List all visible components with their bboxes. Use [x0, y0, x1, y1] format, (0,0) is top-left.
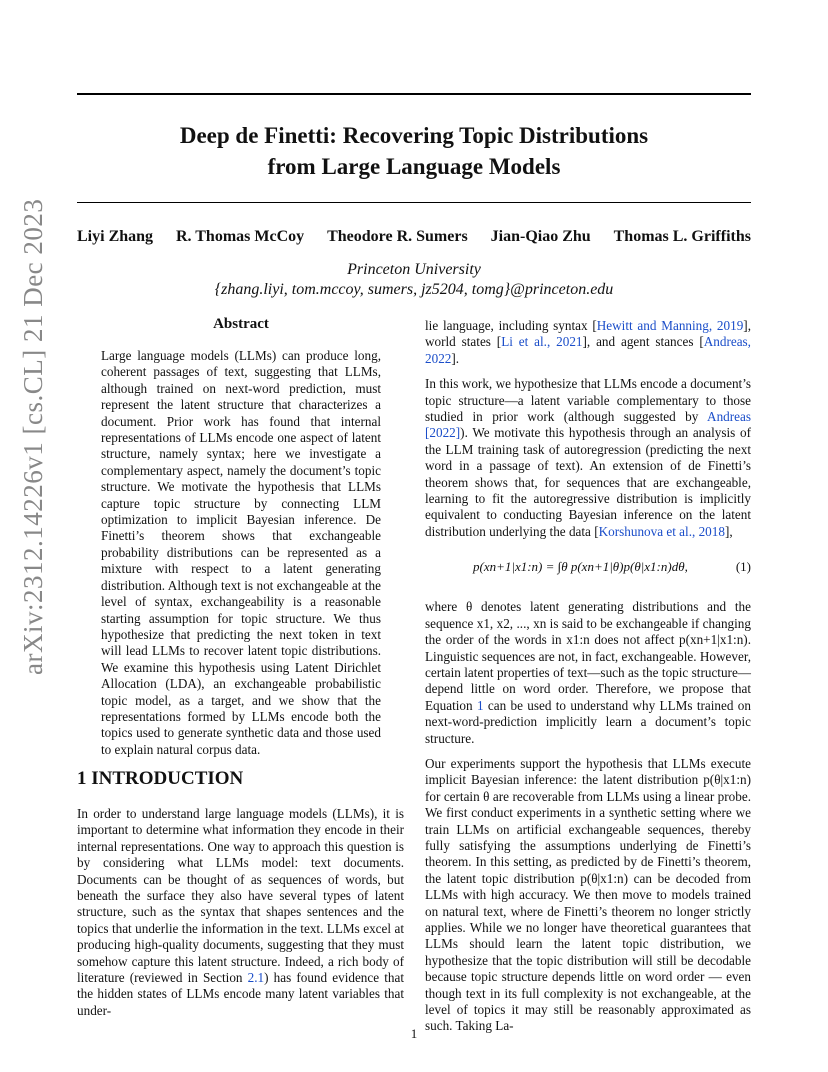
bottom-rule: [77, 202, 751, 203]
top-rule: [77, 93, 751, 95]
affiliation-block: [77, 260, 751, 300]
author-list: [77, 228, 751, 246]
text: ). We motivate this hypothesis through an analysis of the LLM training task of autoregression (predicting the next word in a passage of text). An extension of de Finetti’s theorem shows that, for sequences that are exchangeable, learning to fit the autoregressive distribution is implicitly equivalent to conducting Bayesian inference on the latent distribution underlying the data [: [425, 425, 751, 539]
text: ].: [451, 350, 460, 366]
text: lie language, including syntax [: [425, 318, 597, 333]
text: where θ denotes latent generating distributions and the sequence x1, x2, ..., xn is said to be exchangeable if changing the order of the words in x1:n does not affect p(xn+1|x1:n). Linguistic sequences are not, in fact, exchangeable. However, certain latent properties of text—such as the topic structure—depend little on word order. Therefore, we propose that Equation: [425, 599, 751, 713]
abstract-heading: Abstract: [213, 316, 269, 332]
email-list: {zhang.liyi, tom.mccoy, sumers, jz5204, tomg}@princeton.edu: [214, 281, 614, 298]
citation-link[interactable]: Hewitt and Manning, 2019: [596, 318, 744, 333]
equation-1: [425, 549, 751, 589]
text: can be used to understand why LLMs trained on next-word-prediction implicitly learn a document’s topic structure.: [425, 697, 751, 746]
title-line-2: from Large Language Models: [267, 154, 561, 179]
paragraph: [425, 318, 751, 367]
section-ref-link[interactable]: 2.1: [247, 970, 265, 986]
author: Liyi Zhang: [77, 228, 154, 245]
right-column: [425, 318, 751, 1044]
text: ], and agent stances [: [582, 334, 704, 350]
text: ],: [724, 523, 733, 539]
abstract-text: Large language models (LLMs) can produce long, coherent passages of text, suggesting that LLMs, although trained on next-word prediction, must represent the latent structure that characterizes a document. Prior work has found that internal representations of LLMs encode one aspect of latent structure, namely syntax; here we investigate a complementary aspect, namely the document’s topic structure. We motivate the hypothesis that LLMs capture topic structure by connecting LLM optimization to implicit Bayesian inference. De Finetti’s theorem shows that exchangeable probability distributions can be represented as a mixture with respect to a latent generating distribution. Although text is not exchangeable at the level of syntax, exchangeability is a reasonable starting assumption for topic structure. We thus hypothesize that predicting the next token in text will lead LLMs to recover latent topic distributions. We examine this hypothesis using Latent Dirichlet Allocation (LDA), an exchangeable probabilistic topic model, as a target, and we show that the representations formed by LLMs encode both the topics used to generate synthetic data and those used to explain natural corpus data.: [101, 348, 381, 757]
intro-text: In order to understand large language models (LLMs), it is important to determine what information they encode in their internal representations. One way to approach this question is by considering what LLMs model: text documents. Documents can be thought of as sequences of words, but beneath the surface they also have several types of latent structure, such as the syntax that shapes sentences and the topics that underlie the information in the text. LLMs excel at producing high-quality documents, suggesting that they must somehow capture this latent structure. Indeed, a rich body of literature (reviewed in Section: [77, 806, 404, 986]
paragraph: [425, 599, 751, 747]
equation-formula: p(xn+1|x1:n) = ∫θ p(xn+1|θ)p(θ|x1:n)dθ,: [473, 559, 688, 575]
intro-text-tail: ) has found evidence that the hidden states of LLMs encode many latent variables that under-: [77, 970, 405, 1018]
paragraph: [425, 376, 751, 540]
author: Theodore R. Sumers: [327, 228, 468, 245]
intro-paragraph: [77, 806, 404, 1019]
author: Jian-Qiao Zhu: [490, 228, 591, 245]
text: ], world states [: [425, 318, 751, 350]
paragraph: Our experiments support the hypothesis that LLMs execute implicit Bayesian inference: the latent distribution p(θ|x1:n) for certain θ are recoverable from LLMs using a linear probe. We first conduct experiments in a synthetic setting where we train LLMs on artificial exchangeable sequences, thereby fully satisfying the assumptions underlying de Finetti’s theorem. In this setting, as predicted by de Finetti’s theorem, the latent topic distribution p(θ|x1:n) can be decoded from LLMs with high accuracy. We then move to models trained on natural text, where de Finetti’s theorem no longer strictly applies. While we no longer have theoretical guarantees that LLMs should learn the latent topic distribution, we hypothesize that the topic distribution will still be decodable because topic structure depends little on word order — even though text in its full complexity is not exchangeable, at the level of topics it may still be reasonably approximated as such. Taking La-: [425, 755, 751, 1034]
citation-link[interactable]: Andreas [2022]: [425, 409, 751, 441]
citation-link[interactable]: Korshunova et al., 2018: [598, 523, 725, 539]
text: In this work, we hypothesize that LLMs encode a document’s topic structure—a latent variable complementary to those studied in prior work (although suggested by: [425, 376, 751, 425]
equation-number: (1): [735, 559, 751, 575]
arxiv-stamp: arXiv:2312.14226v1 [cs.CL] 21 Dec 2023: [18, 198, 48, 675]
section-heading: 1 INTRODUCTION: [77, 768, 244, 789]
title-line-1: Deep de Finetti: Recovering Topic Distributions: [179, 123, 649, 148]
author: Thomas L. Griffiths: [613, 228, 751, 245]
equation-ref-link[interactable]: 1: [476, 697, 484, 713]
affiliation: Princeton University: [347, 261, 481, 278]
paper-title: [77, 120, 751, 182]
author: R. Thomas McCoy: [175, 228, 305, 245]
citation-link[interactable]: Li et al., 2021: [501, 334, 583, 350]
citation-link[interactable]: Andreas, 2022: [425, 334, 751, 366]
page-number: 1: [410, 1026, 418, 1041]
